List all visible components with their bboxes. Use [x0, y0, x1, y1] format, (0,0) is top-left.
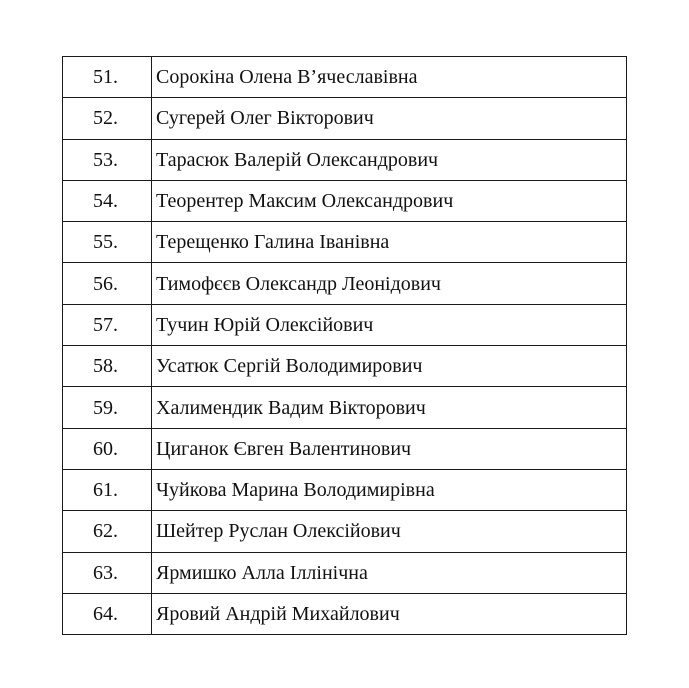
table-row — [63, 263, 627, 304]
row-number: 53. — [63, 139, 152, 180]
table-row — [63, 180, 627, 221]
row-number: 57. — [63, 304, 152, 345]
row-number: 58. — [63, 346, 152, 387]
person-name: Тучин Юрій Олексійович — [152, 304, 627, 345]
table-row — [63, 511, 627, 552]
person-name: Циганок Євген Валентинович — [152, 428, 627, 469]
person-name: Сугерей Олег Вікторович — [152, 98, 627, 139]
table-row — [63, 428, 627, 469]
person-name: Ярмишко Алла Іллінічна — [152, 552, 627, 593]
person-name: Усатюк Сергій Володимирович — [152, 346, 627, 387]
table-row — [63, 98, 627, 139]
row-number: 60. — [63, 428, 152, 469]
names-table-body — [63, 57, 627, 635]
person-name: Тарасюк Валерій Олександрович — [152, 139, 627, 180]
table-row — [63, 139, 627, 180]
row-number: 56. — [63, 263, 152, 304]
table-row — [63, 304, 627, 345]
person-name: Тимофєєв Олександр Леонідович — [152, 263, 627, 304]
table-row — [63, 552, 627, 593]
table-row — [63, 387, 627, 428]
table-row — [63, 346, 627, 387]
row-number: 63. — [63, 552, 152, 593]
names-table — [62, 56, 627, 635]
person-name: Чуйкова Марина Володимирівна — [152, 469, 627, 510]
person-name: Терещенко Галина Іванівна — [152, 222, 627, 263]
table-row — [63, 593, 627, 634]
row-number: 61. — [63, 469, 152, 510]
person-name: Теорентер Максим Олександрович — [152, 180, 627, 221]
person-name: Шейтер Руслан Олексійович — [152, 511, 627, 552]
table-row — [63, 222, 627, 263]
row-number: 52. — [63, 98, 152, 139]
person-name: Халимендик Вадим Вікторович — [152, 387, 627, 428]
row-number: 55. — [63, 222, 152, 263]
person-name: Яровий Андрій Михайлович — [152, 593, 627, 634]
table-row — [63, 57, 627, 98]
row-number: 64. — [63, 593, 152, 634]
row-number: 62. — [63, 511, 152, 552]
row-number: 54. — [63, 180, 152, 221]
row-number: 51. — [63, 57, 152, 98]
row-number: 59. — [63, 387, 152, 428]
person-name: Сорокіна Олена В’ячеславівна — [152, 57, 627, 98]
table-row — [63, 469, 627, 510]
